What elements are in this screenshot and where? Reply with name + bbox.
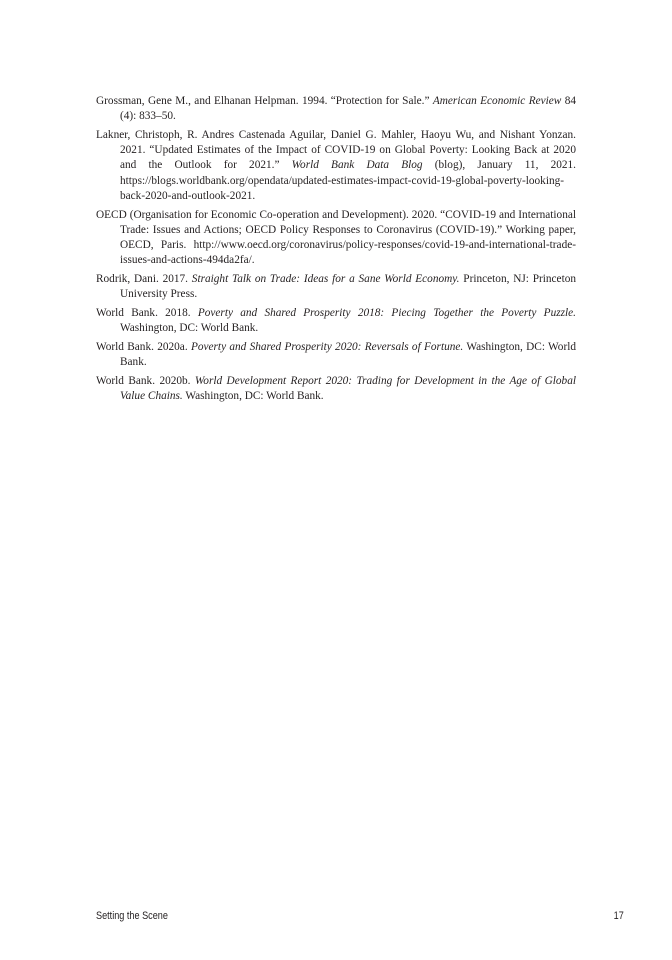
reference-title: Poverty and Shared Prosperity 2020: Reversals of Fortune. — [190, 341, 464, 354]
reference-world-bank-2020a — [96, 340, 576, 370]
reference-text: Princeton, NJ: Princeton University Press. — [120, 273, 577, 301]
reference-title: American Economic Review — [432, 95, 562, 107]
reference-world-bank-2018 — [96, 306, 576, 336]
running-head: Setting the Scene — [96, 910, 168, 922]
reference-grossman-helpman-1994 — [96, 94, 576, 124]
reference-world-bank-2020b — [96, 374, 576, 404]
reference-title: Straight Talk on Trade: Ideas for a Sane World Economy. — [191, 273, 460, 286]
page-number: 17 — [613, 910, 624, 922]
reference-text: World Bank. 2020b. — [96, 375, 195, 388]
reference-title: World Development Report 2020: Trading for Development in the Age of Global Value Chains. — [120, 375, 576, 403]
reference-text: Washington, DC: World Bank. — [120, 322, 259, 335]
reference-lakner-2021 — [96, 128, 576, 204]
reference-list — [96, 94, 576, 408]
reference-text: Washington, DC: World Bank. — [120, 341, 577, 369]
reference-text: World Bank. 2020a. — [96, 341, 191, 354]
reference-text: (blog), January 11, 2021. https://blogs.worldbank.org/opendata/updated-estimates-impact-covid-19-global-poverty-looking-back-2020-and-outlook-2021. — [120, 159, 576, 202]
reference-rodrik-2017 — [96, 272, 576, 302]
reference-title: Poverty and Shared Prosperity 2018: Piecing Together the Poverty Puzzle. — [197, 307, 576, 320]
reference-oecd-2020 — [96, 208, 576, 269]
reference-text: World Bank. 2018. — [96, 307, 198, 320]
reference-text: OECD (Organisation for Economic Co-operation and Development). 2020. “COVID-19 and International Trade: Issues and Actions; OECD Policy Responses to Coronavirus (COVID-19).” Working paper, OECD, Paris. http://www.oecd.org/coronavirus/policy-responses/covid-19-and-international-trade-issues-and-actions-494da2fa/. — [96, 208, 576, 267]
reference-text: 84 (4): 833–50. — [120, 95, 576, 123]
reference-text: Washington, DC: World Bank. — [182, 390, 324, 403]
reference-text: Grossman, Gene M., and Elhanan Helpman. 1994. “Protection for Sale.” — [96, 95, 433, 107]
reference-title: World Bank Data Blog — [291, 159, 423, 172]
reference-text: Rodrik, Dani. 2017. — [96, 273, 192, 286]
reference-text: Lakner, Christoph, R. Andres Castenada Aguilar, Daniel G. Mahler, Haoyu Wu, and Nishant Yonzan. 2021. “Updated Estimates of the Impact of COVID-19 on Global Poverty: Looking Back at 2020 and the Outlook for 2021.” — [96, 129, 576, 172]
